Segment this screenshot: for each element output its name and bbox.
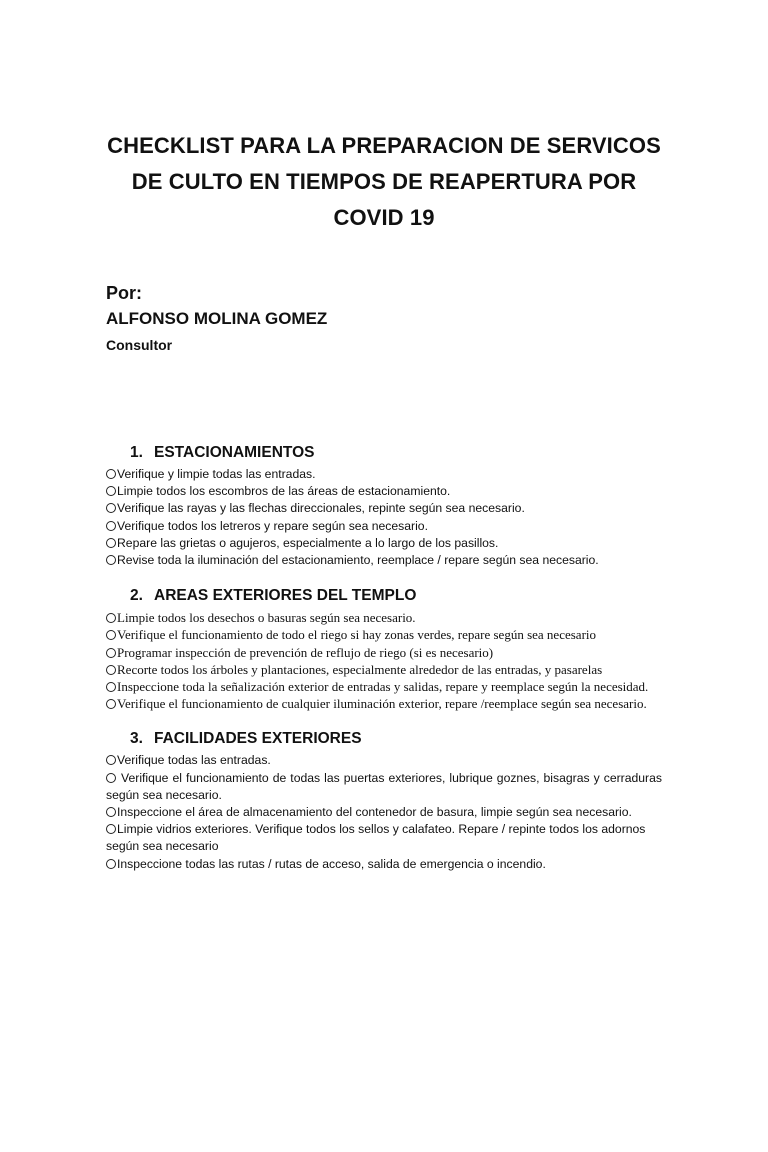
checkbox-circle-icon[interactable]	[106, 682, 116, 692]
checkbox-circle-icon[interactable]	[106, 555, 116, 565]
item-text: Repare las grietas o agujeros, especialmente a lo largo de los pasillos.	[117, 535, 499, 550]
section-heading	[106, 442, 662, 464]
checklist-item	[106, 678, 662, 695]
checklist-item	[106, 644, 662, 661]
author-role: Consultor	[106, 337, 173, 353]
checklist-item	[106, 483, 662, 500]
checklist-item	[106, 661, 662, 678]
item-text: Verifique las rayas y las flechas direccionales, repinte según sea necesario.	[117, 501, 525, 516]
checkbox-circle-icon[interactable]	[106, 824, 116, 834]
checkbox-circle-icon[interactable]	[106, 613, 116, 623]
item-text: Recorte todos los árboles y plantaciones, especialmente alrededor de las entradas, y pasarelas	[117, 661, 603, 677]
checkbox-circle-icon[interactable]	[106, 699, 116, 709]
checklist-item	[106, 609, 662, 626]
checklist-item	[106, 518, 662, 535]
section-number: 2.	[130, 587, 143, 605]
checkbox-circle-icon[interactable]	[106, 755, 116, 765]
item-text: Verifique todas las entradas.	[117, 753, 271, 768]
document-page	[0, 128, 768, 1152]
item-text: Verifique todos los letreros y repare según sea necesario.	[117, 518, 428, 533]
item-text: Revise toda la iluminación del estacionamiento, reemplace / repare según sea necesario.	[117, 553, 599, 568]
checkbox-circle-icon[interactable]	[106, 538, 116, 548]
title-line-2: DE CULTO EN TIEMPOS DE REAPERTURA POR	[131, 169, 637, 194]
item-text: Inspeccione el área de almacenamiento del contenedor de basura, limpie según sea necesario.	[117, 805, 632, 820]
checklist	[106, 466, 662, 569]
checkbox-circle-icon[interactable]	[106, 665, 116, 675]
section-number: 1.	[130, 444, 143, 461]
checklist-item	[106, 695, 662, 712]
checklist	[106, 752, 662, 872]
checkbox-circle-icon[interactable]	[106, 469, 116, 479]
checklist-item	[106, 856, 662, 873]
author-name: ALFONSO MOLINA GOMEZ	[106, 309, 328, 328]
checklist-item	[106, 500, 662, 517]
checklist-item	[106, 626, 662, 643]
checkbox-circle-icon[interactable]	[106, 807, 116, 817]
checkbox-circle-icon[interactable]	[106, 521, 116, 531]
section-facilidades-exteriores	[106, 728, 662, 872]
section-title: FACILIDADES EXTERIORES	[154, 730, 362, 748]
item-text: Verifique el funcionamiento de todas las puertas exteriores, lubrique goznes, bisagras y cerraduras según sea necesario.	[106, 770, 662, 802]
item-text: Verifique y limpie todas las entradas.	[117, 467, 316, 481]
checkbox-circle-icon[interactable]	[106, 486, 116, 496]
item-text: Limpie vidrios exteriores. Verifique todos los sellos y calafateo. Repare / repinte todos los adornos según sea necesario	[106, 822, 646, 854]
item-text: Limpie todos los desechos o basuras según sea necesario.	[117, 610, 416, 626]
section-estacionamientos	[106, 442, 662, 569]
title-line-1: CHECKLIST PARA LA PREPARACION DE SERVICOS	[107, 133, 661, 158]
checklist	[106, 609, 662, 712]
checklist-item	[106, 752, 662, 769]
document-title	[106, 128, 662, 236]
section-heading	[106, 728, 662, 750]
checklist-item	[106, 804, 662, 821]
checkbox-circle-icon[interactable]	[106, 503, 116, 513]
section-number: 3.	[130, 730, 143, 748]
item-text: Inspeccione toda la señalización exterior de entradas y salidas, repare y reemplace según la necesidad.	[117, 679, 649, 695]
checkbox-circle-icon[interactable]	[106, 773, 116, 783]
item-text: Inspeccione todas las rutas / rutas de acceso, salida de emergencia o incendio.	[117, 856, 546, 871]
item-text: Verifique el funcionamiento de todo el riego si hay zonas verdes, repare según sea necesario	[117, 627, 597, 643]
item-text: Verifique el funcionamiento de cualquier iluminación exterior, repare /reemplace según sea necesario.	[117, 696, 647, 712]
section-title: AREAS EXTERIORES DEL TEMPLO	[154, 587, 417, 605]
by-label: Por:	[106, 283, 142, 303]
section-title: ESTACIONAMIENTOS	[154, 444, 315, 461]
checklist-item	[106, 466, 662, 483]
checklist-item	[106, 821, 662, 855]
checklist-item	[106, 535, 662, 552]
item-text: Limpie todos los escombros de las áreas de estacionamiento.	[117, 484, 451, 499]
item-text: Programar inspección de prevención de reflujo de riego (si es necesario)	[117, 644, 494, 660]
checklist-item	[106, 770, 662, 804]
checkbox-circle-icon[interactable]	[106, 630, 116, 640]
checklist-item	[106, 552, 662, 569]
author-block	[106, 280, 662, 356]
section-areas-exteriores	[106, 585, 662, 712]
checkbox-circle-icon[interactable]	[106, 859, 116, 869]
title-line-3: COVID 19	[333, 205, 435, 230]
checkbox-circle-icon[interactable]	[106, 648, 116, 658]
section-heading	[106, 585, 662, 607]
